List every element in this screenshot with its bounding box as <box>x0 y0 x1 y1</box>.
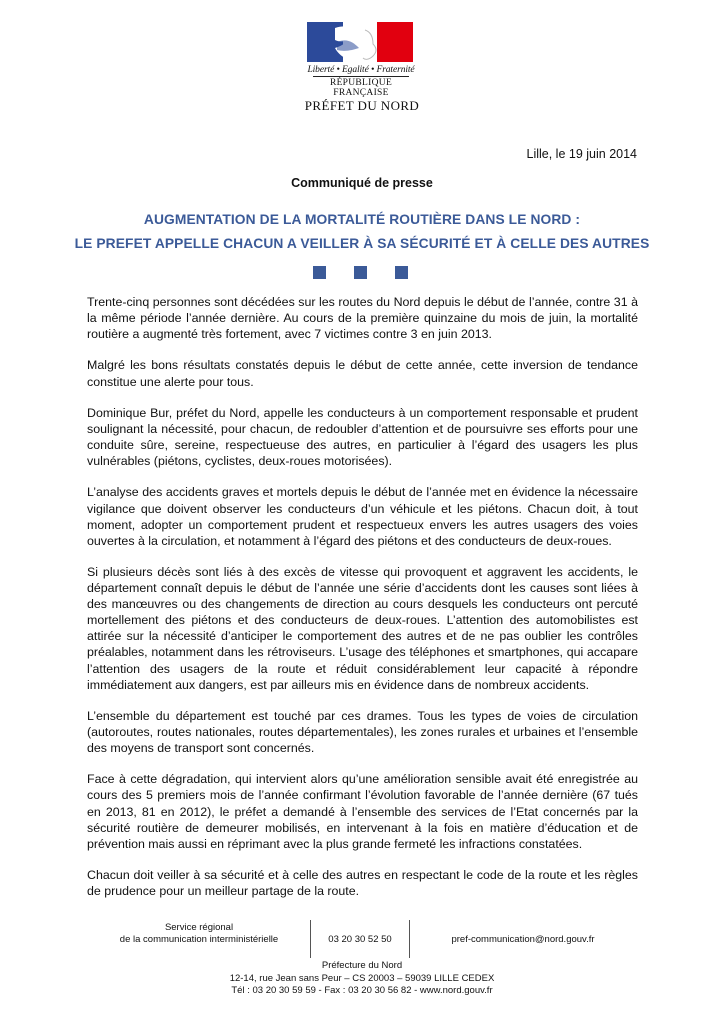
square-icon <box>354 266 367 279</box>
service-line-1: Service régional <box>164 922 234 933</box>
paragraph: Malgré les bons résultats constatés depuis le début de cette année, cette inversion de tendance constitue une alerte pour tous. <box>87 358 638 389</box>
paragraph: Trente-cinq personnes sont décédées sur les routes du Nord depuis le début de l’année, contre 31 à la même période l’année dernière. Au cours de la première quinzaine du mois de juin, la mortalité routière a augmenté très fortement, avec 7 victimes contre 3 en juin 2013. <box>87 295 638 342</box>
paragraph: L’analyse des accidents graves et mortels depuis le début de l’année met en évidence la nécessaire vigilance que doivent observer les conducteurs d’un véhicule et les piétons. Chacun doit, à tout moment, adopter un comportement prudent et respectueux envers les autres usagers des voies ouvertes à la circulation, et notamment à l’égard des piétons et des conducteurs de deux-roues. <box>87 485 638 548</box>
prefet-title <box>0 98 724 114</box>
press-release-body <box>87 294 638 914</box>
logo-divider <box>313 76 409 77</box>
address-line-3: Tél : 03 20 30 59 59 - Fax : 03 20 30 56 82 - www.nord.gouv.fr <box>231 985 493 996</box>
service-line-2: de la communication interministérielle <box>119 934 279 945</box>
headline <box>0 208 724 256</box>
contact-email: pref-communication@nord.gouv.fr <box>451 933 595 945</box>
paragraph: Dominique Bur, préfet du Nord, appelle les conducteurs à un comportement responsable et prudent soulignant la nécessité, pour chacun, de redoubler d’attention et de poursuivre ses efforts pour une conduite sûre, sereine, respectueuse des autres, en particulier à l’égard des usagers les plus vulnérables (piétons, cyclistes, deux-roues motorisées). <box>87 405 638 469</box>
marianne-logo <box>307 22 415 98</box>
communique-heading: Communiqué de presse <box>291 176 433 190</box>
headline-line-1: AUGMENTATION DE LA MORTALITÉ ROUTIÈRE DANS LE NORD : <box>143 212 581 227</box>
phone-number: 03 20 30 52 50 <box>310 920 410 958</box>
paragraph: L’ensemble du département est touché par ces drames. Tous les types de voies de circulation (autoroutes, routes nationales, routes départementales), les zones rurales et urbaines et l’ensemble des moyens de transport sont concernés. <box>87 708 638 756</box>
prefecture-address <box>0 960 724 998</box>
paragraph: Face à cette dégradation, qui intervient alors qu’une amélioration sensible avait été enregistrée au cours des 5 premiers mois de l’année confirmant l’évolution favorable de l’année dernière (67 tués en 2013, 81 en 2012), le préfet a demandé à l’ensemble des services de l’Etat concernés par la sécurité routière de demeurer mobilisés, en intervenant à la fois en matière d’éducation et de prévention mais aussi en réprimant avec la plus grande fermeté les infractions constatées. <box>87 772 638 851</box>
motto: Liberté • Egalité • Fraternité <box>307 65 415 75</box>
address-line-2: 12-14, rue Jean sans Peur – CS 20003 – 59039 LILLE CEDEX <box>229 972 495 984</box>
square-icon <box>395 266 408 279</box>
headline-line-2: LE PREFET APPELLE CHACUN A VEILLER À SA SÉCURITÉ ET À CELLE DES AUTRES <box>74 236 650 251</box>
decorative-squares <box>313 266 408 279</box>
date-line: Lille, le 19 juin 2014 <box>526 147 637 161</box>
marianne-logo-icon <box>307 22 413 62</box>
address-line-1: Préfecture du Nord <box>321 960 403 971</box>
paragraph: Chacun doit veiller à sa sécurité et à celle des autres en respectant le code de la route et les règles de prudence pour un meilleur partage de la route. <box>87 868 638 899</box>
prefet-text: PRÉFET DU NORD <box>304 98 420 113</box>
square-icon <box>313 266 326 279</box>
service-label <box>88 922 310 946</box>
contact-footer <box>88 920 638 960</box>
republic-label: RÉPUBLIQUE FRANÇAISE <box>329 78 393 98</box>
paragraph: Si plusieurs décès sont liés à des excès de vitesse qui provoquent et aggravent les accidents, le département connaît depuis le début de l’année une série d’accidents dont les causes sont liées à des manœuvres ou des changements de direction au cours desquels les conducteurs ont percuté mortellement des piétons et des conducteurs de deux-roues. L’attention des automobilistes est attirée sur la nécessité d’anticiper le comportement des autres et de ne pas oublier les contrôles préalables, notamment dans les rétroviseurs. L’usage des téléphones et smartphones, qui accapare l’attention des usagers de la route et réduit considérablement leur capacité à répondre immédiatement aux dangers, est par ailleurs mis en évidence dans de nombreux accidents. <box>87 564 638 692</box>
